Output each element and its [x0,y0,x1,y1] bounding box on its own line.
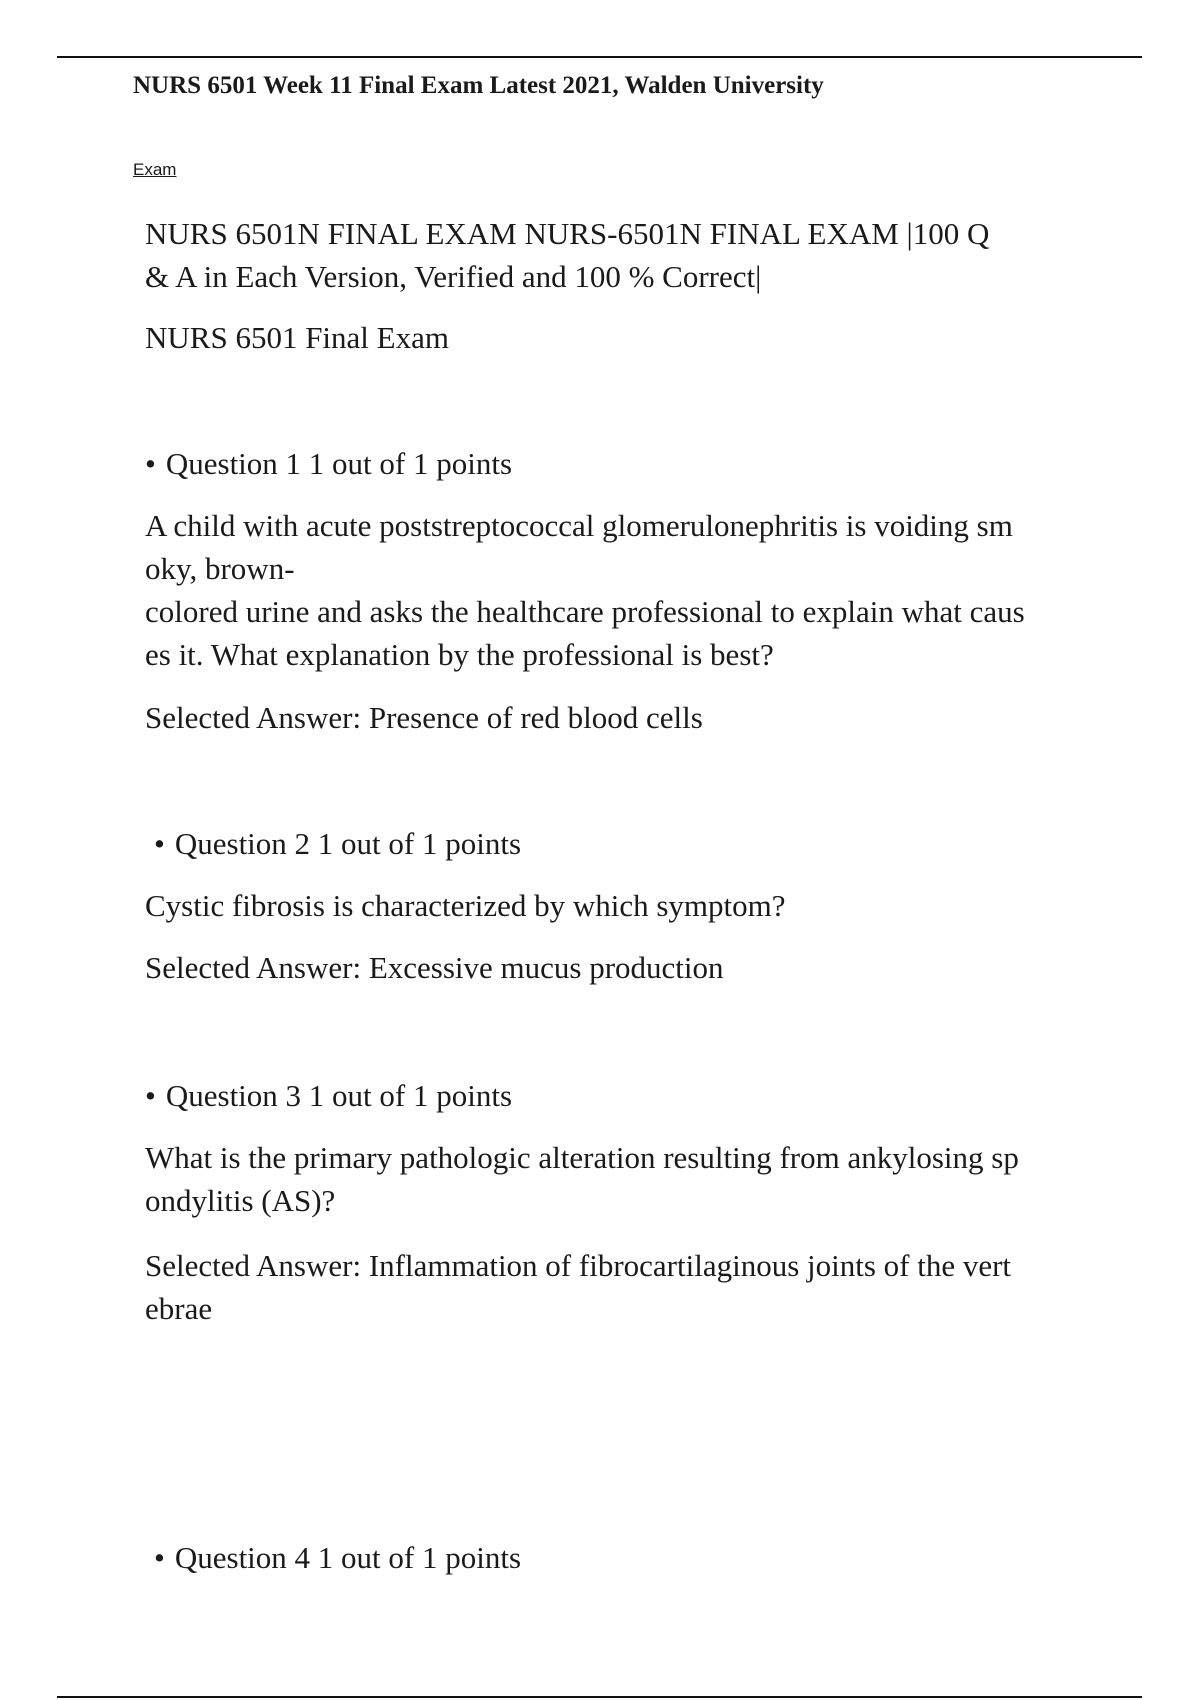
bullet-icon: • [154,826,165,861]
question-text-line: A child with acute poststreptococcal glomerulonephritis is voiding sm [145,508,1013,543]
bottom-rule [57,1696,1142,1698]
question-3-text [145,1136,1065,1222]
exam-title-block [145,212,1065,298]
bullet-icon: • [154,1540,165,1575]
question-heading-text: Question 2 1 out of 1 points [174,826,522,861]
document-header-title: NURS 6501 Week 11 Final Exam Latest 2021, Walden University [133,72,824,99]
question-text-line: What is the primary pathologic alteration resulting from ankylosing sp [145,1140,1019,1175]
question-1-answer [145,696,1065,739]
category-tag-link[interactable]: Exam [133,160,177,179]
bullet-icon: • [145,1078,156,1113]
selected-answer-line: ebrae [145,1291,213,1326]
question-3-answer [145,1244,1065,1330]
question-heading-text: Question 4 1 out of 1 points [174,1540,522,1575]
question-1-heading [145,442,512,485]
exam-subtitle: NURS 6501 Final Exam [145,320,449,355]
question-text-line: colored urine and asks the healthcare professional to explain what caus [145,594,1025,629]
question-2-heading [154,822,521,865]
bullet-icon: • [145,446,156,481]
question-heading-text: Question 1 1 out of 1 points [165,446,513,481]
question-text-line: ondylitis (AS)? [145,1183,336,1218]
question-text-line: Cystic fibrosis is characterized by which symptom? [145,888,786,923]
selected-answer-line: Selected Answer: Excessive mucus production [145,950,724,985]
question-2-text [145,884,1065,927]
exam-title-line: & A in Each Version, Verified and 100 % Correct| [145,259,762,294]
selected-answer-line: Selected Answer: Inflammation of fibrocartilaginous joints of the vert [145,1248,1012,1283]
exam-title-line: NURS 6501N FINAL EXAM NURS-6501N FINAL EXAM |100 Q [145,216,990,251]
question-text-line: es it. What explanation by the professional is best? [145,637,774,672]
question-1-text [145,504,1065,676]
top-rule [57,56,1142,58]
selected-answer-line: Selected Answer: Presence of red blood cells [145,700,703,735]
question-4-heading [154,1536,521,1579]
question-text-line: oky, brown- [145,551,295,586]
question-3-heading [145,1074,512,1117]
question-2-answer [145,946,1065,989]
question-heading-text: Question 3 1 out of 1 points [165,1078,513,1113]
